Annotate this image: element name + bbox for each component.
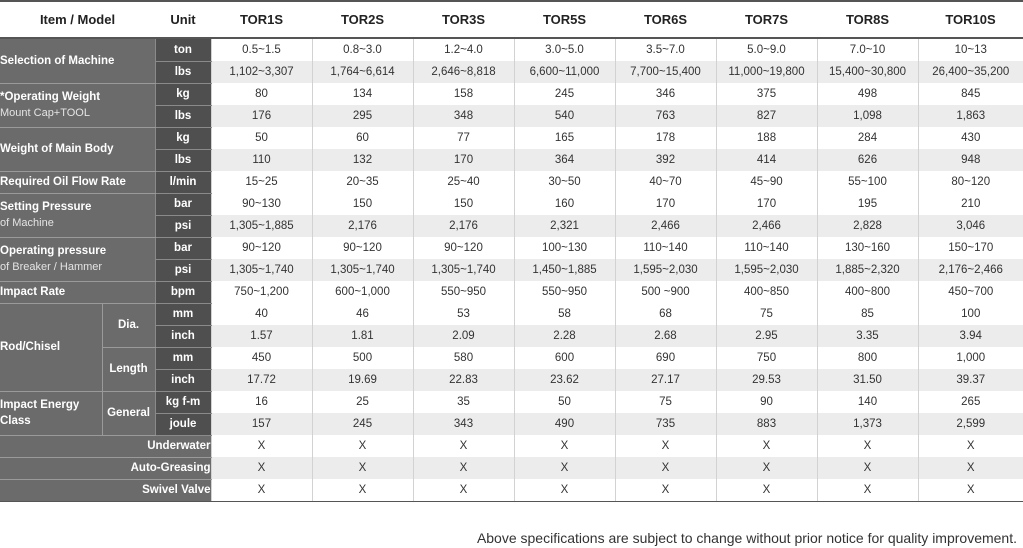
header-item-model: Item / Model (0, 1, 155, 38)
value-cell: 2.09 (413, 325, 514, 347)
table-row (0, 457, 1023, 479)
header-model: TOR1S (211, 1, 312, 38)
value-cell: 170 (615, 193, 716, 215)
value-cell: 400~850 (716, 281, 817, 303)
value-cell: 690 (615, 347, 716, 369)
value-cell: 45~90 (716, 171, 817, 193)
value-cell: 284 (817, 127, 918, 149)
row-label-underwater: Underwater (0, 435, 211, 457)
value-cell: 50 (211, 127, 312, 149)
value-cell: X (817, 479, 918, 502)
value-cell: 7,700~15,400 (615, 61, 716, 83)
table-row (0, 391, 1023, 413)
value-cell: 5.0~9.0 (716, 38, 817, 61)
unit-cell: bar (155, 193, 211, 215)
value-cell: 140 (817, 391, 918, 413)
value-cell: 2,466 (615, 215, 716, 237)
value-cell: X (514, 435, 615, 457)
value-cell: 346 (615, 83, 716, 105)
value-cell: 19.69 (312, 369, 413, 391)
value-cell: 157 (211, 413, 312, 435)
value-cell: 580 (413, 347, 514, 369)
value-cell: 150 (312, 193, 413, 215)
value-cell: 450~700 (918, 281, 1023, 303)
value-cell: 1.81 (312, 325, 413, 347)
table-row (0, 281, 1023, 303)
table-row (0, 193, 1023, 215)
value-cell: 735 (615, 413, 716, 435)
unit-cell: lbs (155, 149, 211, 171)
header-model: TOR6S (615, 1, 716, 38)
header-unit: Unit (155, 1, 211, 38)
value-cell: 90~120 (413, 237, 514, 259)
unit-cell: psi (155, 215, 211, 237)
value-cell: 100 (918, 303, 1023, 325)
value-cell: 160 (514, 193, 615, 215)
value-cell: 1,885~2,320 (817, 259, 918, 281)
row-label-main-body: Weight of Main Body (0, 127, 155, 171)
value-cell: 2,176 (312, 215, 413, 237)
value-cell: X (615, 457, 716, 479)
table-row (0, 127, 1023, 149)
value-cell: 90~120 (211, 237, 312, 259)
value-cell: 170 (716, 193, 817, 215)
value-cell: 3.5~7.0 (615, 38, 716, 61)
value-cell: X (615, 435, 716, 457)
value-cell: 1,764~6,614 (312, 61, 413, 83)
value-cell: 948 (918, 149, 1023, 171)
value-cell: 80 (211, 83, 312, 105)
value-cell: 11,000~19,800 (716, 61, 817, 83)
row-label-dia: Dia. (102, 303, 155, 347)
unit-cell: mm (155, 347, 211, 369)
value-cell: 3,046 (918, 215, 1023, 237)
value-cell: 414 (716, 149, 817, 171)
value-cell: X (312, 457, 413, 479)
value-cell: 7.0~10 (817, 38, 918, 61)
table-row (0, 479, 1023, 502)
row-label-sub: of Machine (0, 217, 54, 229)
value-cell: 29.53 (716, 369, 817, 391)
value-cell: 0.5~1.5 (211, 38, 312, 61)
value-cell: 110~140 (716, 237, 817, 259)
value-cell: 1,305~1,885 (211, 215, 312, 237)
header-model: TOR7S (716, 1, 817, 38)
value-cell: 25 (312, 391, 413, 413)
unit-cell: psi (155, 259, 211, 281)
value-cell: 1,305~1,740 (413, 259, 514, 281)
value-cell: 265 (918, 391, 1023, 413)
row-label-setting-pressure (0, 193, 155, 237)
value-cell: 1,373 (817, 413, 918, 435)
value-cell: 1,450~1,885 (514, 259, 615, 281)
value-cell: 1,305~1,740 (312, 259, 413, 281)
row-label-sub: Mount Cap+TOOL (0, 107, 90, 119)
value-cell: 75 (716, 303, 817, 325)
value-cell: 130~160 (817, 237, 918, 259)
value-cell: X (413, 435, 514, 457)
value-cell: 55~100 (817, 171, 918, 193)
value-cell: X (716, 457, 817, 479)
value-cell: 245 (312, 413, 413, 435)
value-cell: 46 (312, 303, 413, 325)
row-label-general: General (102, 391, 155, 435)
value-cell: 2.95 (716, 325, 817, 347)
unit-cell: l/min (155, 171, 211, 193)
row-label-operating-pressure (0, 237, 155, 281)
value-cell: 490 (514, 413, 615, 435)
unit-cell: mm (155, 303, 211, 325)
value-cell: 2,828 (817, 215, 918, 237)
value-cell: 26,400~35,200 (918, 61, 1023, 83)
value-cell: 763 (615, 105, 716, 127)
table-row (0, 38, 1023, 61)
value-cell: 30~50 (514, 171, 615, 193)
row-label-main: Operating pressure (0, 245, 107, 257)
value-cell: 10~13 (918, 38, 1023, 61)
value-cell: X (615, 479, 716, 502)
value-cell: 500 (312, 347, 413, 369)
value-cell: 348 (413, 105, 514, 127)
value-cell: X (716, 479, 817, 502)
row-label-length: Length (102, 347, 155, 391)
value-cell: 40~70 (615, 171, 716, 193)
value-cell: X (211, 479, 312, 502)
value-cell: 27.17 (615, 369, 716, 391)
unit-cell: inch (155, 325, 211, 347)
value-cell: 430 (918, 127, 1023, 149)
value-cell: 0.8~3.0 (312, 38, 413, 61)
value-cell: X (918, 479, 1023, 502)
value-cell: 1,595~2,030 (615, 259, 716, 281)
value-cell: 400~800 (817, 281, 918, 303)
value-cell: 50 (514, 391, 615, 413)
value-cell: X (312, 435, 413, 457)
row-label-auto-greasing: Auto-Greasing (0, 457, 211, 479)
row-label-main: Setting Pressure (0, 201, 92, 213)
value-cell: 600~1,000 (312, 281, 413, 303)
value-cell: 750~1,200 (211, 281, 312, 303)
value-cell: X (514, 479, 615, 502)
value-cell: 845 (918, 83, 1023, 105)
value-cell: 827 (716, 105, 817, 127)
header-model: TOR2S (312, 1, 413, 38)
value-cell: 2,646~8,818 (413, 61, 514, 83)
value-cell: 22.83 (413, 369, 514, 391)
row-label-impact-rate: Impact Rate (0, 281, 155, 303)
value-cell: X (817, 457, 918, 479)
value-cell: 800 (817, 347, 918, 369)
value-cell: 500 ~900 (615, 281, 716, 303)
value-cell: 77 (413, 127, 514, 149)
value-cell: 110~140 (615, 237, 716, 259)
value-cell: 188 (716, 127, 817, 149)
value-cell: 343 (413, 413, 514, 435)
unit-cell: kg f-m (155, 391, 211, 413)
unit-cell: kg (155, 127, 211, 149)
value-cell: 90 (716, 391, 817, 413)
value-cell: 626 (817, 149, 918, 171)
value-cell: 600 (514, 347, 615, 369)
value-cell: 134 (312, 83, 413, 105)
value-cell: 110 (211, 149, 312, 171)
table-row (0, 171, 1023, 193)
unit-cell: ton (155, 38, 211, 61)
value-cell: 2.68 (615, 325, 716, 347)
value-cell: 1,098 (817, 105, 918, 127)
value-cell: 195 (817, 193, 918, 215)
value-cell: X (312, 479, 413, 502)
value-cell: 17.72 (211, 369, 312, 391)
value-cell: 295 (312, 105, 413, 127)
value-cell: 15~25 (211, 171, 312, 193)
value-cell: 1.2~4.0 (413, 38, 514, 61)
value-cell: 16 (211, 391, 312, 413)
value-cell: 35 (413, 391, 514, 413)
value-cell: X (918, 457, 1023, 479)
row-label-sub: of Breaker / Hammer (0, 261, 103, 273)
value-cell: X (413, 457, 514, 479)
value-cell: 1,000 (918, 347, 1023, 369)
value-cell: 132 (312, 149, 413, 171)
value-cell: 883 (716, 413, 817, 435)
unit-cell: lbs (155, 105, 211, 127)
footer-note: Above specifications are subject to change without prior notice for quality improvement. (476, 530, 1017, 546)
header-model: TOR8S (817, 1, 918, 38)
value-cell: 165 (514, 127, 615, 149)
value-cell: X (817, 435, 918, 457)
value-cell: 40 (211, 303, 312, 325)
value-cell: 53 (413, 303, 514, 325)
header-row (0, 1, 1023, 38)
value-cell: X (211, 435, 312, 457)
unit-cell: kg (155, 83, 211, 105)
value-cell: 1,305~1,740 (211, 259, 312, 281)
value-cell: 176 (211, 105, 312, 127)
row-label-selection: Selection of Machine (0, 38, 155, 83)
value-cell: 2,466 (716, 215, 817, 237)
value-cell: 3.35 (817, 325, 918, 347)
value-cell: 6,600~11,000 (514, 61, 615, 83)
value-cell: 550~950 (413, 281, 514, 303)
value-cell: 1.57 (211, 325, 312, 347)
value-cell: 75 (615, 391, 716, 413)
value-cell: 2.28 (514, 325, 615, 347)
row-label-main: *Operating Weight (0, 91, 101, 103)
value-cell: 31.50 (817, 369, 918, 391)
value-cell: 150~170 (918, 237, 1023, 259)
value-cell: 80~120 (918, 171, 1023, 193)
table-row (0, 435, 1023, 457)
value-cell: 20~35 (312, 171, 413, 193)
value-cell: 85 (817, 303, 918, 325)
header-model: TOR5S (514, 1, 615, 38)
value-cell: 23.62 (514, 369, 615, 391)
value-cell: 3.94 (918, 325, 1023, 347)
value-cell: 3.0~5.0 (514, 38, 615, 61)
unit-cell: bpm (155, 281, 211, 303)
row-label-operating-weight (0, 83, 155, 127)
unit-cell: bar (155, 237, 211, 259)
value-cell: 68 (615, 303, 716, 325)
value-cell: 450 (211, 347, 312, 369)
header-model: TOR3S (413, 1, 514, 38)
value-cell: 150 (413, 193, 514, 215)
value-cell: 1,863 (918, 105, 1023, 127)
value-cell: 364 (514, 149, 615, 171)
value-cell: 39.37 (918, 369, 1023, 391)
value-cell: 60 (312, 127, 413, 149)
value-cell: 2,321 (514, 215, 615, 237)
value-cell: 58 (514, 303, 615, 325)
value-cell: X (514, 457, 615, 479)
value-cell: 750 (716, 347, 817, 369)
value-cell: 1,102~3,307 (211, 61, 312, 83)
value-cell: 498 (817, 83, 918, 105)
row-label-rod-chisel: Rod/Chisel (0, 303, 102, 391)
table-row (0, 347, 1023, 369)
value-cell: 2,176~2,466 (918, 259, 1023, 281)
value-cell: 540 (514, 105, 615, 127)
value-cell: 1,595~2,030 (716, 259, 817, 281)
value-cell: 2,599 (918, 413, 1023, 435)
row-label-impact-energy: Impact Energy Class (0, 391, 102, 435)
value-cell: 90~130 (211, 193, 312, 215)
unit-cell: lbs (155, 61, 211, 83)
value-cell: 550~950 (514, 281, 615, 303)
table-row (0, 237, 1023, 259)
value-cell: 90~120 (312, 237, 413, 259)
table-row (0, 83, 1023, 105)
value-cell: 170 (413, 149, 514, 171)
unit-cell: inch (155, 369, 211, 391)
value-cell: X (211, 457, 312, 479)
table-row (0, 303, 1023, 325)
value-cell: 210 (918, 193, 1023, 215)
header-model: TOR10S (918, 1, 1023, 38)
value-cell: 2,176 (413, 215, 514, 237)
value-cell: 100~130 (514, 237, 615, 259)
value-cell: X (918, 435, 1023, 457)
row-label-oil-flow: Required Oil Flow Rate (0, 171, 155, 193)
row-label-swivel-valve: Swivel Valve (0, 479, 211, 502)
value-cell: 15,400~30,800 (817, 61, 918, 83)
value-cell: X (716, 435, 817, 457)
value-cell: 245 (514, 83, 615, 105)
value-cell: 375 (716, 83, 817, 105)
value-cell: 392 (615, 149, 716, 171)
value-cell: X (413, 479, 514, 502)
value-cell: 158 (413, 83, 514, 105)
value-cell: 178 (615, 127, 716, 149)
unit-cell: joule (155, 413, 211, 435)
value-cell: 25~40 (413, 171, 514, 193)
